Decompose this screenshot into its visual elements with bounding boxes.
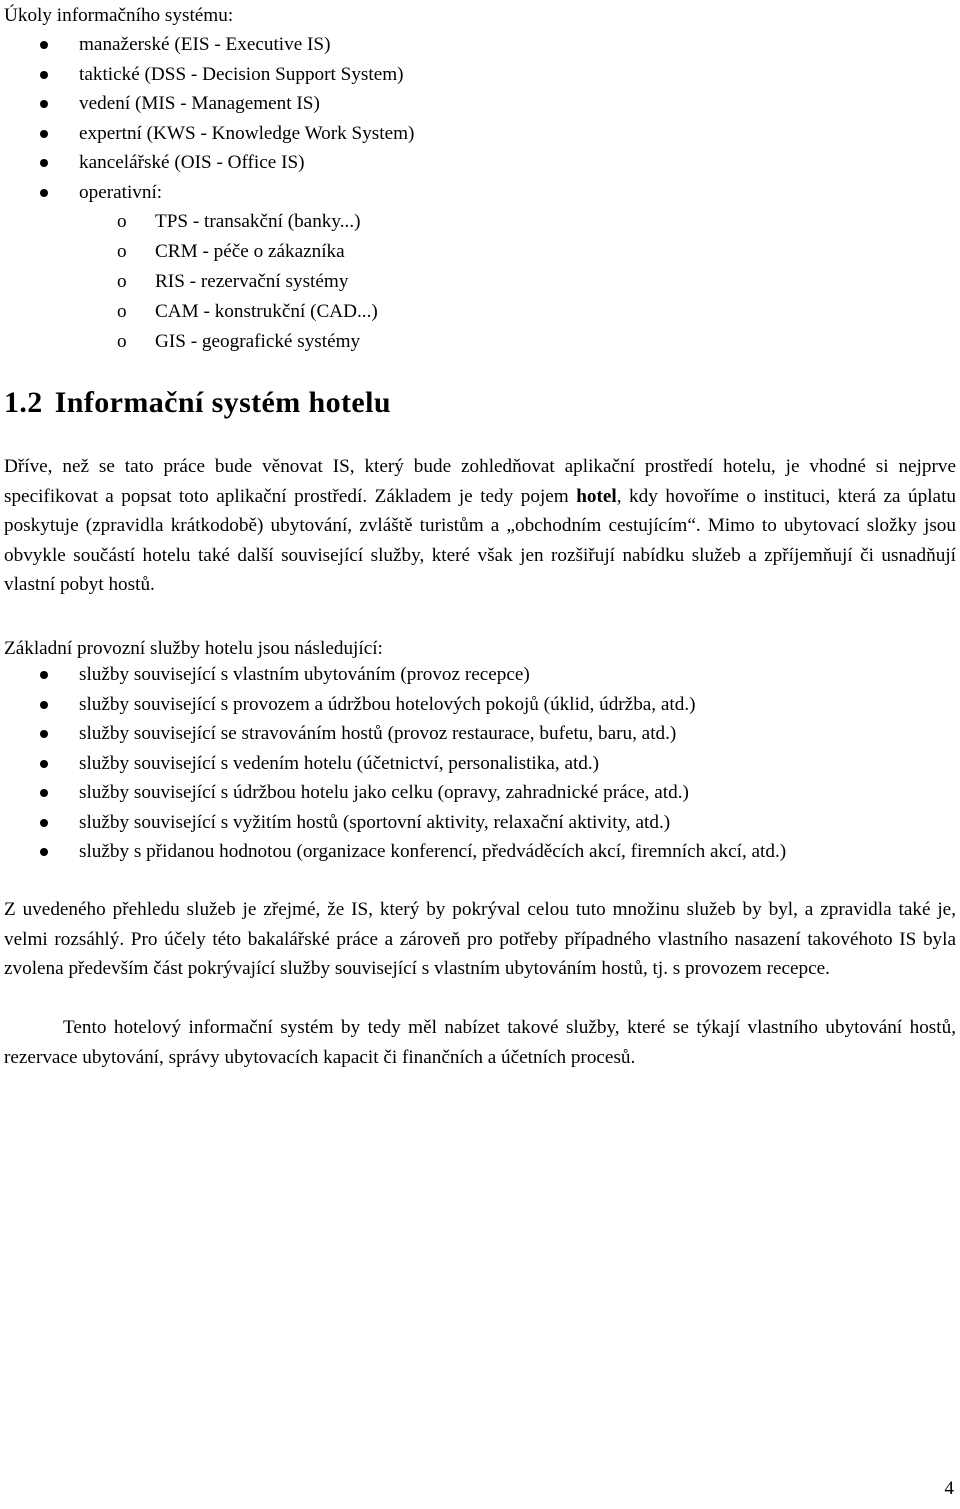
circle-bullet-icon: o xyxy=(117,240,127,262)
operative-sublist xyxy=(4,207,378,356)
list-item: služby související s údržbou hotelu jako celku (opravy, zahradnické práce, atd.) xyxy=(4,778,786,808)
list-item: kancelářské (OIS - Office IS) xyxy=(4,148,414,178)
sublist-item: o RIS - rezervační systémy xyxy=(4,267,378,297)
bullet-icon xyxy=(40,41,48,49)
paragraph-hotel-definition: Dříve, než se tato práce bude věnovat IS, který bude zohledňovat aplikační prostředí hotelu, je vhodné si nejprve specifikovat a popsat toto aplikační prostředí. Základem je tedy pojem hotel, kdy hovoříme o instituci, která za úplatu poskytuje (zpravidla krátkodobě) ubytování, zvláště turistům a „obchodním cestujícím“. Mimo to ubytovací složky jsou obvykle součástí hotelu také další související služby, které však jen rozšiřují nabídku služeb a zpříjemňují či usnadňují vlastní pobyt hostů. xyxy=(4,456,956,595)
list-item: služby související s provozem a údržbou hotelových pokojů (úklid, údržba, atd.) xyxy=(4,690,786,720)
page-number: 4 xyxy=(944,1478,954,1499)
list-item: služby související s vedením hotelu (účetnictví, personalistika, atd.) xyxy=(4,749,786,779)
intro-label: Úkoly informačního systému: xyxy=(4,5,234,26)
circle-bullet-icon: o xyxy=(117,330,127,352)
section-title: Informační systém hotelu xyxy=(54,386,391,419)
bullet-icon xyxy=(40,760,48,768)
sublist-item: o CAM - konstrukční (CAD...) xyxy=(4,297,378,327)
sublist-item: o TPS - transakční (banky...) xyxy=(4,207,378,237)
bullet-icon xyxy=(40,848,48,856)
bullet-icon xyxy=(40,789,48,797)
list-item: expertní (KWS - Knowledge Work System) xyxy=(4,119,414,149)
bullet-icon xyxy=(40,159,48,167)
list-item: služby související se stravováním hostů (provoz restaurace, bufetu, baru, atd.) xyxy=(4,719,786,749)
sublist-item: o CRM - péče o zákazníka xyxy=(4,237,378,267)
circle-bullet-icon: o xyxy=(117,211,127,232)
list-item: služby související s vlastním ubytováním (provoz recepce) xyxy=(4,660,786,690)
hotel-services-list xyxy=(4,660,786,867)
bullet-icon xyxy=(40,730,48,738)
bullet-icon xyxy=(40,819,48,827)
list-item: služby s přidanou hodnotou (organizace konferencí, předváděcích akcí, firemních akcí, atd.) xyxy=(4,837,786,867)
paragraph-system-services: Tento hotelový informační systém by tedy měl nabízet takové služby, které se týkají vlastního ubytování hostů, rezervace ubytování, správy ubytovacích kapacit či finančních a účetních procesů. xyxy=(4,1017,956,1068)
bullet-icon xyxy=(40,189,48,197)
bullet-icon xyxy=(40,100,48,108)
bullet-icon xyxy=(40,671,48,679)
list-item: operativní: xyxy=(4,178,414,208)
list-item: služby související s vyžitím hostů (sportovní aktivity, relaxační aktivity, atd.) xyxy=(4,808,786,838)
list-item: manažerské (EIS - Executive IS) xyxy=(4,30,414,60)
bullet-icon xyxy=(40,701,48,709)
services-label: Základní provozní služby hotelu jsou následující: xyxy=(4,638,383,659)
list-item: vedení (MIS - Management IS) xyxy=(4,89,414,119)
bold-term-hotel: hotel xyxy=(576,485,617,507)
paragraph-scope: Z uvedeného přehledu služeb je zřejmé, že IS, který by pokrýval celou tuto množinu služeb by byl, a zpravidla také je, velmi rozsáhlý. Pro účely této bakalářské práce a zároveň pro potřeby případného vlastního nasazení takovéhoto IS byla zvolena především část pokrývající služby související s vlastním ubytováním hostů, tj. s provozem recepce. xyxy=(4,899,956,979)
sublist-item: o GIS - geografické systémy xyxy=(4,327,378,357)
section-number: 1.2 xyxy=(4,386,43,419)
bullet-icon xyxy=(40,130,48,138)
is-tasks-list xyxy=(4,30,414,207)
list-item: taktické (DSS - Decision Support System) xyxy=(4,60,414,90)
circle-bullet-icon: o xyxy=(117,300,127,322)
circle-bullet-icon: o xyxy=(117,270,127,292)
section-heading xyxy=(4,388,391,418)
bullet-icon xyxy=(40,71,48,79)
